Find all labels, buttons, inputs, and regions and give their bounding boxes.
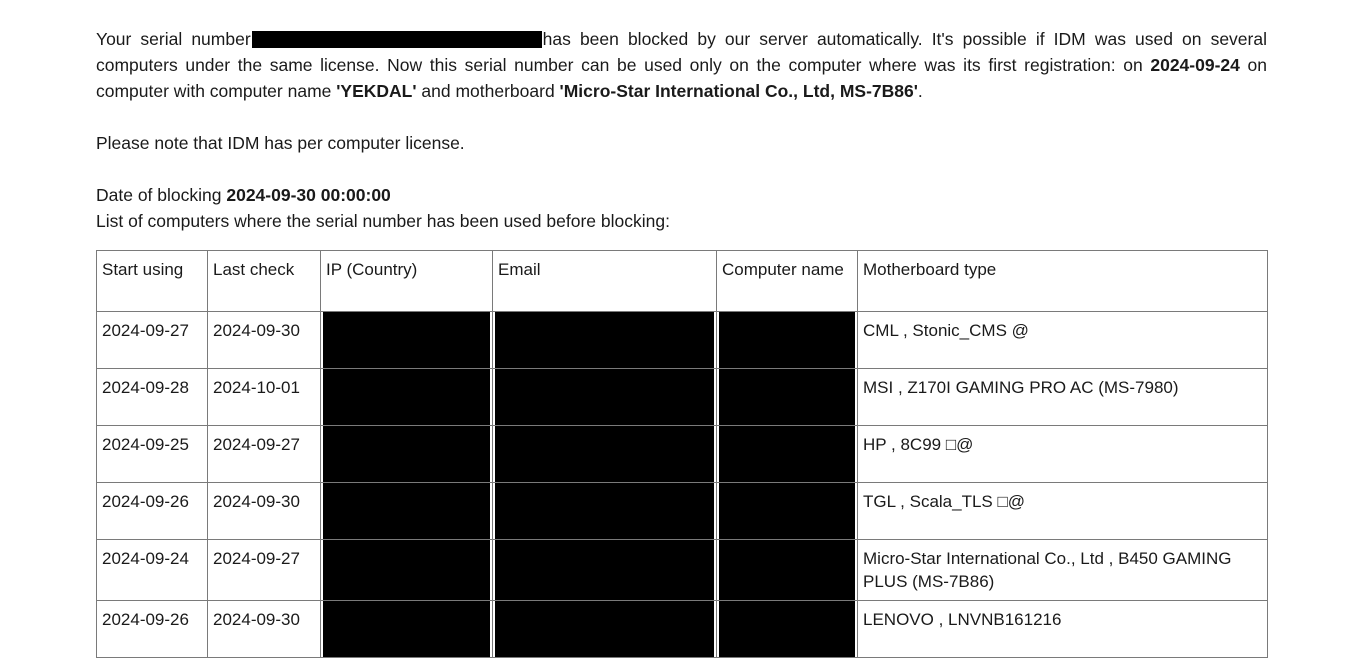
column-header-computer-name: Computer name [717,251,858,312]
cell-ip-country-redacted [321,312,493,369]
email-redaction [495,540,714,601]
cell-start-using: 2024-09-24 [97,540,208,601]
cell-email-redacted [493,601,717,658]
computer-name-redaction [719,540,855,601]
used-computers-table [96,250,1268,658]
cell-last-check: 2024-09-30 [208,601,321,658]
per-computer-license-note: Please note that IDM has per computer license. [96,133,465,153]
cell-computer-name-redacted [717,426,858,483]
cell-computer-name-redacted [717,601,858,658]
computer-name-redaction [719,369,855,426]
cell-motherboard: MSI , Z170I GAMING PRO AC (MS-7980) [858,369,1268,426]
table-row [97,426,1268,483]
cell-start-using: 2024-09-25 [97,426,208,483]
cell-computer-name-redacted [717,369,858,426]
cell-ip-country-redacted [321,483,493,540]
cell-ip-country-redacted [321,426,493,483]
cell-email-redacted [493,426,717,483]
cell-start-using: 2024-09-26 [97,601,208,658]
column-header-email: Email [493,251,717,312]
ip-redaction [323,369,490,426]
cell-motherboard: CML , Stonic_CMS @ [858,312,1268,369]
cell-motherboard: Micro-Star International Co., Ltd , B450 GAMING PLUS (MS-7B86) [858,540,1268,601]
date-of-blocking-label: Date of blocking [96,185,227,205]
cell-last-check: 2024-09-27 [208,540,321,601]
ip-redaction [323,540,490,601]
cell-last-check: 2024-09-30 [208,483,321,540]
intro-text-before-redaction: Your serial number [96,29,251,49]
cell-ip-country-redacted [321,369,493,426]
table-header-row [97,251,1268,312]
cell-email-redacted [493,312,717,369]
column-header-start-using: Start using [97,251,208,312]
cell-email-redacted [493,483,717,540]
cell-start-using: 2024-09-26 [97,483,208,540]
ip-redaction [323,483,490,540]
cell-motherboard: LENOVO , LNVNB161216 [858,601,1268,658]
date-of-blocking-line [96,182,1267,208]
column-header-ip-country: IP (Country) [321,251,493,312]
intro-text-after-redaction: has been blocked by our server automatically. It's possible if IDM was used on several computers under the same license. Now this serial number can be used only on the computer where was its first registration: on [96,29,1267,75]
cell-computer-name-redacted [717,312,858,369]
ip-redaction [323,426,490,483]
computer-name-value: 'YEKDAL' [336,81,417,101]
cell-computer-name-redacted [717,540,858,601]
table-row [97,369,1268,426]
computer-name-redaction [719,312,855,369]
motherboard-value: 'Micro-Star International Co., Ltd, MS-7B86' [559,81,918,101]
ip-redaction [323,312,490,369]
cell-ip-country-redacted [321,540,493,601]
cell-email-redacted [493,540,717,601]
cell-motherboard: TGL , Scala_TLS □@ [858,483,1268,540]
list-caption: List of computers where the serial number has been used before blocking: [96,211,670,231]
email-redaction [495,426,714,483]
column-header-last-check: Last check [208,251,321,312]
email-redaction [495,369,714,426]
cell-last-check: 2024-09-27 [208,426,321,483]
cell-last-check: 2024-09-30 [208,312,321,369]
cell-computer-name-redacted [717,483,858,540]
cell-last-check: 2024-10-01 [208,369,321,426]
table-row [97,601,1268,658]
serial-number-redaction [252,31,542,48]
table-row [97,540,1268,601]
email-redaction [495,312,714,369]
table-row [97,312,1268,369]
ip-redaction [323,601,490,658]
table-row [97,483,1268,540]
intro-text-end: . [917,81,923,101]
intro-text-and: and motherboard [416,81,560,101]
column-header-motherboard-type: Motherboard type [858,251,1268,312]
email-redaction [495,601,714,658]
email-redaction [495,483,714,540]
intro-text-mid: on computer with computer name [96,55,1268,101]
date-of-blocking-value: 2024-09-30 00:00:00 [226,185,391,205]
cell-email-redacted [493,369,717,426]
cell-start-using: 2024-09-27 [97,312,208,369]
cell-start-using: 2024-09-28 [97,369,208,426]
cell-motherboard: HP , 8C99 □@ [858,426,1268,483]
cell-ip-country-redacted [321,601,493,658]
computer-name-redaction [719,483,855,540]
first-registration-date: 2024-09-24 [1150,55,1240,75]
computer-name-redaction [719,426,855,483]
computer-name-redaction [719,601,855,658]
blocked-serial-paragraph [96,26,1267,104]
